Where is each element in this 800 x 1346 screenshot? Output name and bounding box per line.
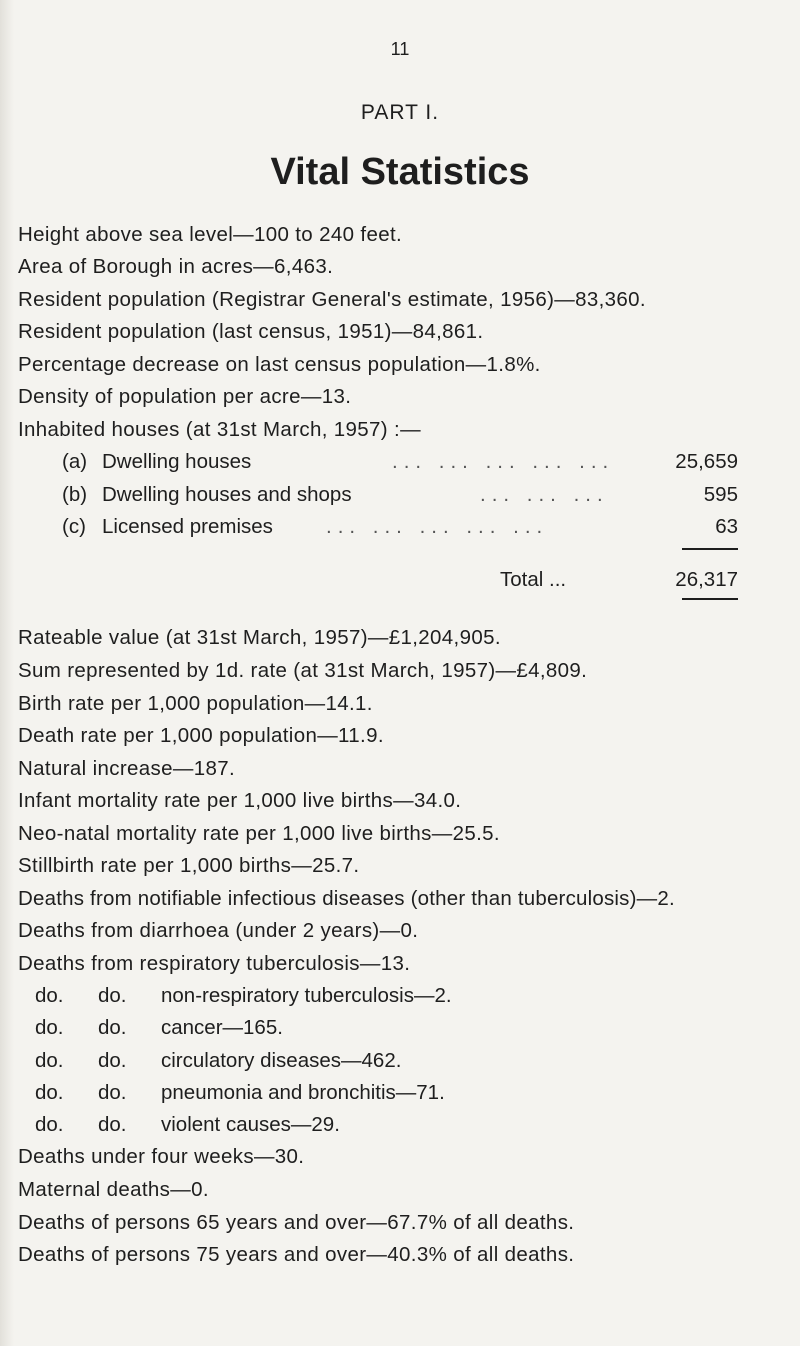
stat-line: Rateable value (at 31st March, 1957)—£1,204,905. [18,626,501,649]
stat-line: Infant mortality rate per 1,000 live births—34.0. [18,789,462,812]
houses-row-letter: (b) [62,483,88,506]
stat-line: Sum represented by 1d. rate (at 31st March, 1957)—£4,809. [18,659,588,682]
houses-row-value: 25,659 [675,450,738,473]
stat-line: Inhabited houses (at 31st March, 1957) :— [18,418,421,441]
ditto-item: pneumonia and bronchitis—71. [161,1081,445,1104]
leader-dots: ... ... ... ... ... [326,515,549,538]
houses-row-value: 595 [703,483,738,506]
houses-row-label: Licensed premises [102,515,273,538]
houses-row-label: Dwelling houses [102,450,252,473]
part-heading: PART I. [360,101,440,124]
houses-row-label: Dwelling houses and shops [102,483,352,506]
total-rule-bottom [682,598,738,600]
houses-row [62,483,738,507]
stat-line: Deaths under four weeks—30. [18,1145,305,1168]
stat-line: Deaths of persons 75 years and over—40.3% of all deaths. [18,1243,575,1266]
stat-line: Deaths from notifiable infectious diseases (other than tuberculosis)—2. [18,887,675,910]
stat-line: Percentage decrease on last census population—1.8%. [18,353,541,376]
stat-line: Maternal deaths—0. [18,1178,209,1201]
stat-line: Resident population (last census, 1951)—84,861. [18,320,484,343]
total-rule-top [682,548,738,550]
stat-line: Neo-natal mortality rate per 1,000 live births—25.5. [18,822,500,845]
houses-row-letter: (c) [62,515,86,538]
houses-row-letter: (a) [62,450,88,473]
ditto-mark: do. [98,1049,127,1072]
ditto-mark: do. [35,1081,64,1104]
stat-line: Deaths from respiratory tuberculosis—13. [18,952,411,975]
ditto-item: circulatory diseases—462. [161,1049,402,1072]
stat-line: Death rate per 1,000 population—11.9. [18,724,384,747]
ditto-item: cancer—165. [161,1016,283,1039]
houses-total-label: Total ... [500,568,567,591]
ditto-mark: do. [98,984,127,1007]
stat-line: Resident population (Registrar General's estimate, 1956)—83,360. [18,288,646,311]
ditto-mark: do. [35,984,64,1007]
stat-line: Height above sea level—100 to 240 feet. [18,223,403,246]
houses-total [500,568,738,592]
stat-line: Deaths from diarrhoea (under 2 years)—0. [18,919,419,942]
ditto-mark: do. [98,1113,127,1136]
houses-row [62,515,738,539]
leader-dots: ... ... ... [480,483,609,506]
ditto-mark: do. [98,1016,127,1039]
ditto-mark: do. [35,1113,64,1136]
ditto-mark: do. [35,1016,64,1039]
page-title: Vital Statistics [270,151,530,193]
ditto-mark: do. [98,1081,127,1104]
ditto-item: non-respiratory tuberculosis—2. [161,984,452,1007]
houses-total-value: 26,317 [675,568,738,591]
stat-line: Deaths of persons 65 years and over—67.7% of all deaths. [18,1211,575,1234]
stat-line: Area of Borough in acres—6,463. [18,255,334,278]
page-number: 11 [390,39,410,59]
stat-line: Density of population per acre—13. [18,385,352,408]
page-edge [0,0,14,1346]
stat-line: Stillbirth rate per 1,000 births—25.7. [18,854,360,877]
ditto-mark: do. [35,1049,64,1072]
leader-dots: ... ... ... ... ... [392,450,615,473]
stat-line: Natural increase—187. [18,757,236,780]
houses-row-value: 63 [715,515,738,538]
ditto-item: violent causes—29. [161,1113,340,1136]
houses-row [62,450,738,474]
stat-line: Birth rate per 1,000 population—14.1. [18,692,373,715]
